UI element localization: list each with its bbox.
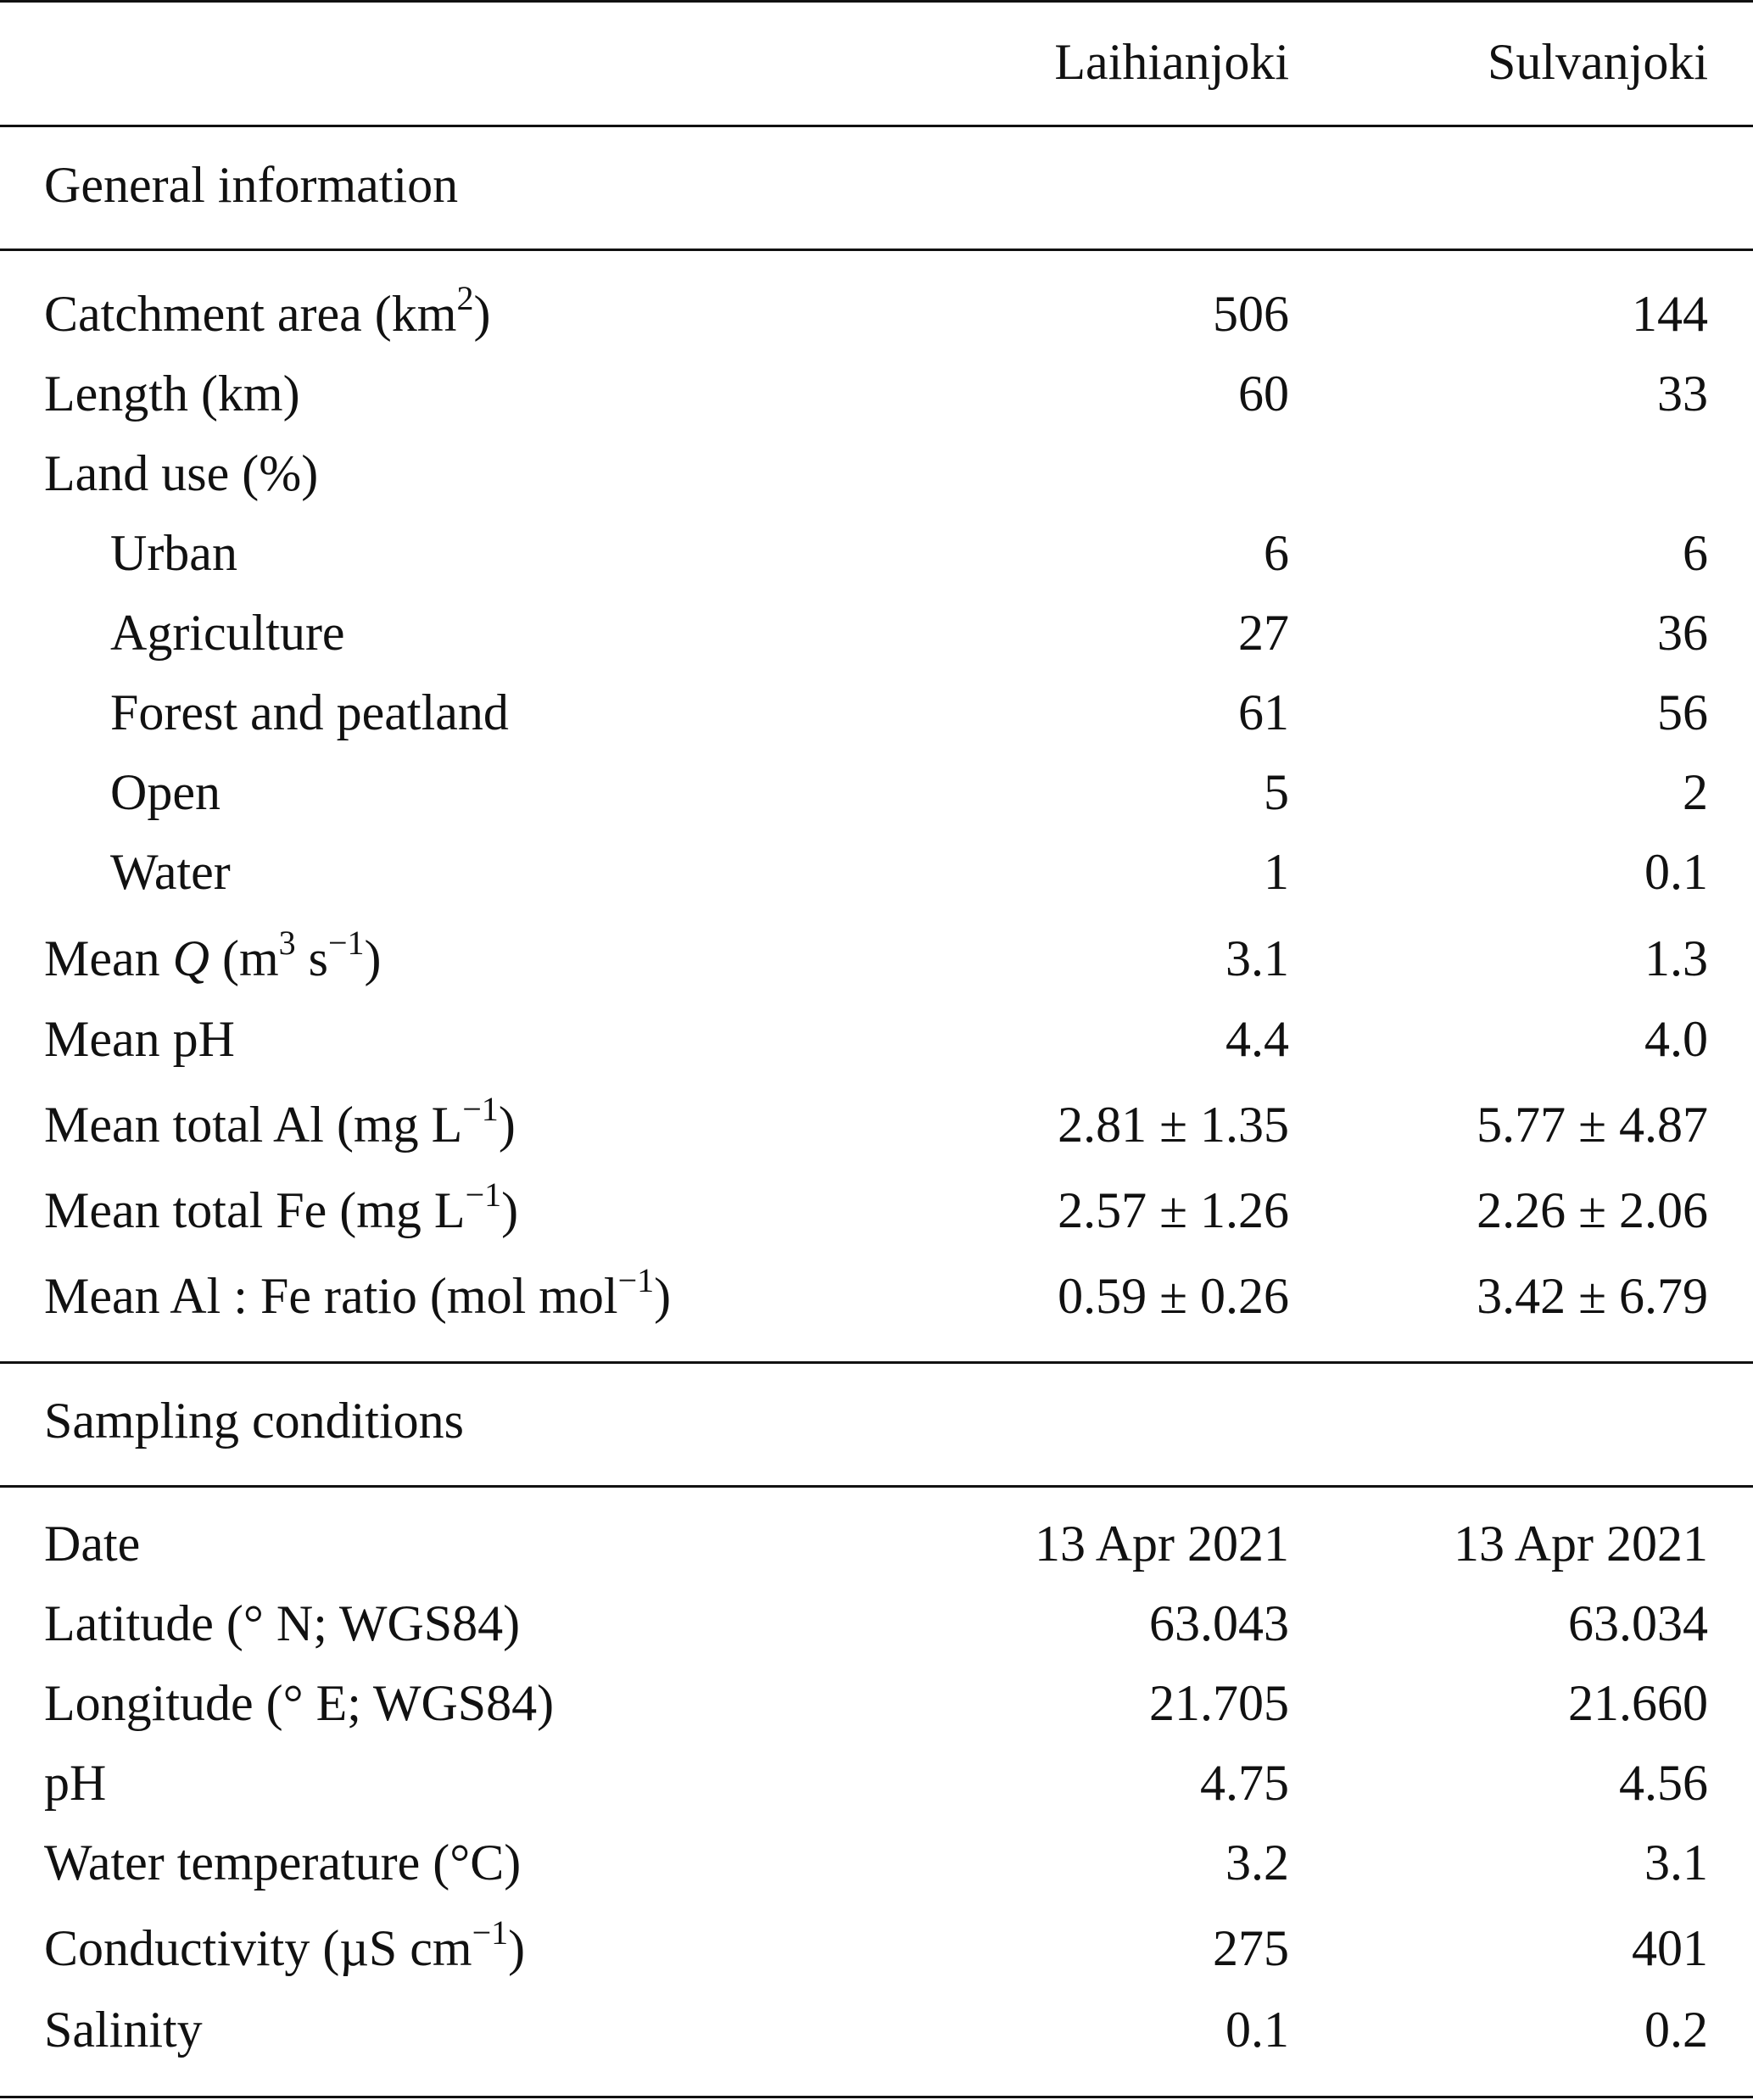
cell-sulvanjoki: 63.034: [1568, 1595, 1708, 1651]
cell-sulvanjoki: 4.0: [1644, 1011, 1708, 1067]
cell-sulvanjoki: 3.1: [1644, 1835, 1708, 1891]
cell-laihianjoki: 6: [1264, 525, 1289, 581]
row-label: Salinity: [44, 2002, 203, 2058]
table-row-length: [0, 355, 1753, 432]
cell-sulvanjoki: 13 Apr 2021: [1454, 1516, 1708, 1572]
row-label: Mean total Al (mg $L^{-1}$): [44, 1090, 516, 1153]
table-row-forest-peatland: [0, 674, 1753, 751]
cell-laihianjoki: 63.043: [1149, 1595, 1289, 1651]
table-row-mean-q: [0, 920, 1753, 997]
cell-sulvanjoki: 5.77 ± 4.87: [1477, 1097, 1708, 1153]
cell-sulvanjoki: 0.2: [1644, 2002, 1708, 2058]
row-label: Water: [110, 844, 231, 900]
column-header-laihianjoki: Laihianjoki: [1054, 34, 1289, 90]
cell-laihianjoki: 3.2: [1225, 1835, 1289, 1891]
cell-sulvanjoki: 21.660: [1568, 1675, 1708, 1731]
row-label: Conductivity (µS $cm^{-1}$): [44, 1913, 526, 1976]
table-row-longitude: [0, 1665, 1753, 1741]
table-row-mean-total-fe: [0, 1172, 1753, 1248]
section-title-general: General information: [44, 157, 459, 213]
table-row-ph: [0, 1745, 1753, 1821]
row-label: Date: [44, 1516, 141, 1572]
cell-laihianjoki: 1: [1264, 844, 1289, 900]
table-row-mean-ph: [0, 1001, 1753, 1077]
cell-laihianjoki: 0.59 ± 0.26: [1058, 1268, 1289, 1324]
table-row-water-temperature: [0, 1824, 1753, 1901]
bottom-rule: [0, 2096, 1753, 2098]
row-label: Mean pH: [44, 1011, 235, 1067]
cell-sulvanjoki: 36: [1657, 605, 1708, 661]
cell-sulvanjoki: 0.1: [1644, 844, 1708, 900]
section-title-sampling: Sampling conditions: [44, 1393, 464, 1449]
cell-laihianjoki: 275: [1213, 1920, 1289, 1976]
table-row-conductivity: [0, 1910, 1753, 1986]
table-row-salinity: [0, 1991, 1753, 2068]
cell-sulvanjoki: 2.26 ± 2.06: [1477, 1182, 1708, 1238]
cell-laihianjoki: 0.1: [1225, 2002, 1289, 2058]
row-label: pH: [44, 1755, 107, 1811]
sampling-section-rule: [0, 1485, 1753, 1488]
header-rule: [0, 125, 1753, 127]
cell-laihianjoki: 3.1: [1225, 930, 1289, 986]
cell-sulvanjoki: 1.3: [1644, 930, 1708, 986]
cell-laihianjoki: 2.81 ± 1.35: [1058, 1097, 1289, 1153]
row-label: Latitude (° N; WGS84): [44, 1595, 521, 1651]
general-section-rule: [0, 249, 1753, 251]
row-label: Mean Q ($m^3$ $s^{-1}$): [44, 924, 382, 986]
cell-laihianjoki: 27: [1238, 605, 1289, 661]
cell-laihianjoki: 13 Apr 2021: [1035, 1516, 1289, 1572]
cell-sulvanjoki: 144: [1632, 286, 1708, 342]
cell-laihianjoki: 506: [1213, 286, 1289, 342]
row-label: Water temperature (°C): [44, 1835, 522, 1891]
table-row-water: [0, 834, 1753, 910]
top-rule: [0, 0, 1753, 3]
table-row-mean-total-al: [0, 1086, 1753, 1163]
cell-laihianjoki: 21.705: [1149, 1675, 1289, 1731]
row-label: Agriculture: [110, 605, 345, 661]
cell-laihianjoki: 61: [1238, 684, 1289, 740]
cell-laihianjoki: 60: [1238, 366, 1289, 422]
cell-sulvanjoki: 4.56: [1619, 1755, 1708, 1811]
cell-sulvanjoki: 33: [1657, 366, 1708, 422]
table-row-land-use: [0, 435, 1753, 511]
cell-sulvanjoki: 3.42 ± 6.79: [1477, 1268, 1708, 1324]
sampling-top-rule: [0, 1361, 1753, 1364]
table-row-agriculture: [0, 595, 1753, 671]
row-label: Longitude (° E; WGS84): [44, 1675, 555, 1731]
cell-laihianjoki: 5: [1264, 764, 1289, 820]
row-label: Open: [110, 764, 221, 820]
row-label: Length (km): [44, 366, 300, 422]
cell-sulvanjoki: 2: [1683, 764, 1708, 820]
table-row-mean-al-fe-ratio: [0, 1258, 1753, 1334]
row-label: Urban: [110, 525, 237, 581]
cell-laihianjoki: 4.75: [1200, 1755, 1289, 1811]
table-row-catchment-area: [0, 276, 1753, 352]
cell-laihianjoki: 2.57 ± 1.26: [1058, 1182, 1289, 1238]
table-row-urban: [0, 515, 1753, 591]
cell-laihianjoki: 4.4: [1225, 1011, 1289, 1067]
cell-sulvanjoki: 401: [1632, 1920, 1708, 1976]
row-label: Land use (%): [44, 445, 319, 501]
table-row-date: [0, 1505, 1753, 1582]
table-row-open: [0, 754, 1753, 830]
row-label: Forest and peatland: [110, 684, 509, 740]
cell-sulvanjoki: 6: [1683, 525, 1708, 581]
cell-sulvanjoki: 56: [1657, 684, 1708, 740]
row-label: Catchment area $(km^2)$: [44, 279, 491, 342]
table-row-latitude: [0, 1585, 1753, 1662]
row-label: Mean total Fe (mg $L^{-1}$): [44, 1176, 519, 1238]
row-label: Mean Al : Fe ratio (mol mol$^{-1}$): [44, 1261, 672, 1324]
column-header-sulvanjoki: Sulvanjoki: [1487, 34, 1708, 90]
